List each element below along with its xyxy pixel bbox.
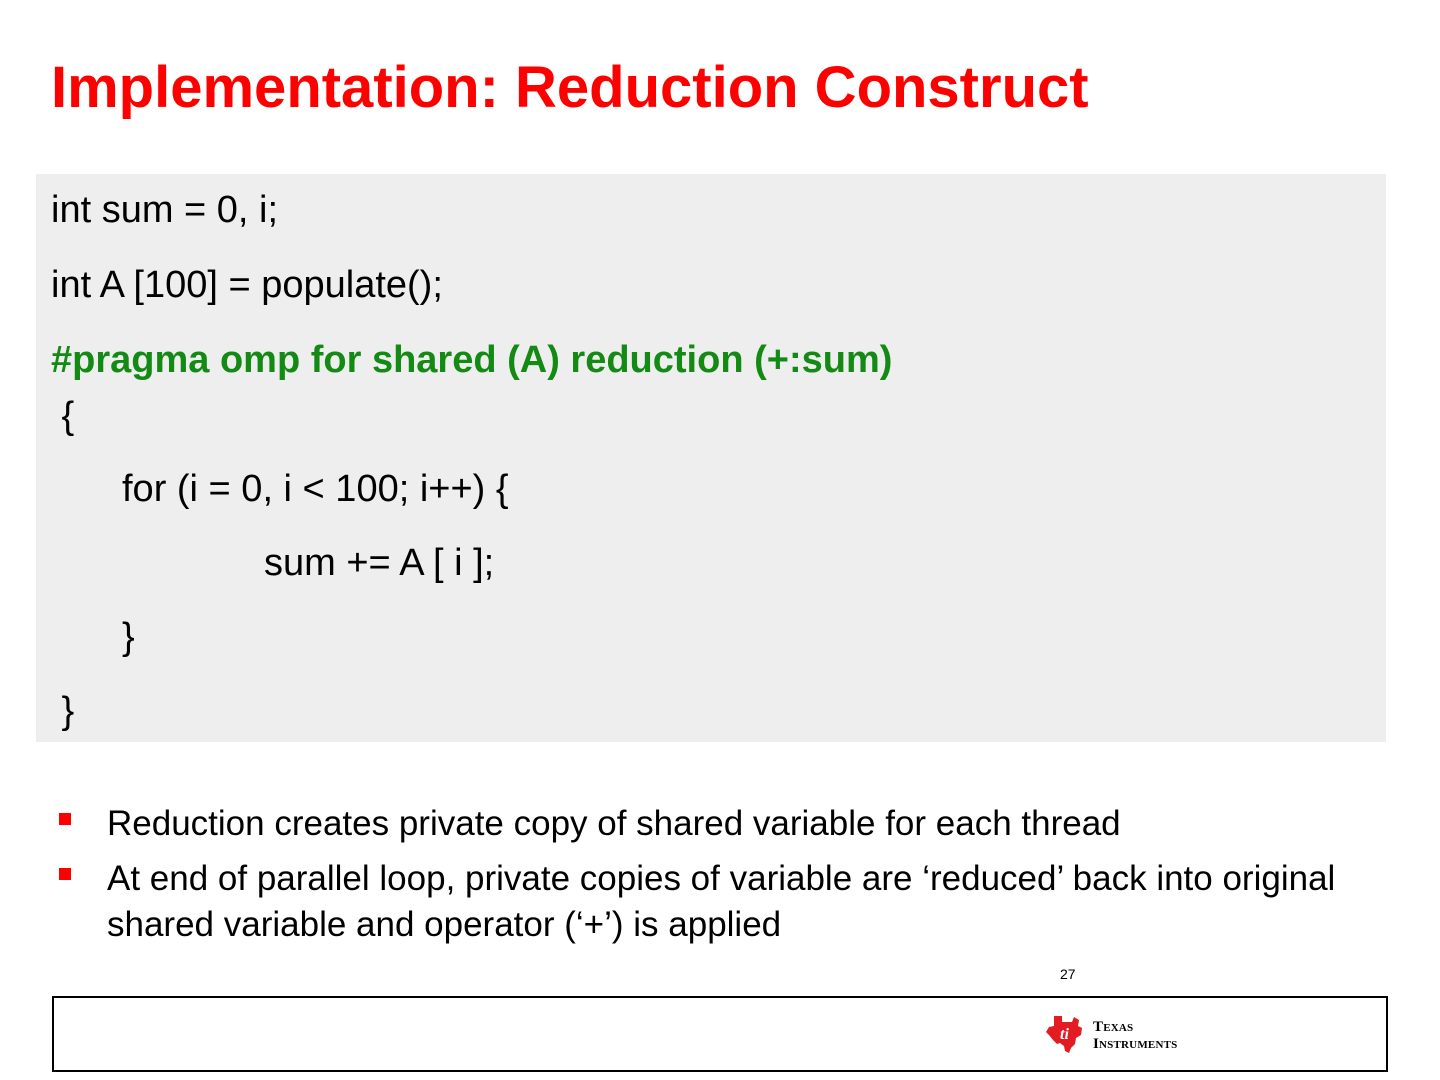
logo-line-instruments: Instruments [1093,1036,1178,1052]
texas-instruments-logo [1045,1011,1235,1059]
code-line-close-loop: } [122,616,135,658]
bullet-text: At end of parallel loop, private copies of variable are ‘reduced’ back into original shared variable and operator (‘+’) is applied [107,859,1336,944]
square-bullet-icon [59,868,71,880]
slide-title: Implementation: Reduction Construct [51,55,1089,120]
code-line-array: int A [100] = populate(); [51,264,443,306]
page-number: 27 [1060,966,1076,982]
svg-text:ti: ti [1060,1026,1069,1043]
code-line-declaration: int sum = 0, i; [51,189,279,231]
texas-instruments-logo-icon [1045,1013,1085,1055]
footer-bar [52,996,1388,1072]
texas-instruments-wordmark [1093,1019,1177,1053]
logo-line-texas: Texas [1093,1019,1134,1035]
code-block [36,174,1386,742]
bullet-text: Reduction creates private copy of shared variable for each thread [107,804,1121,843]
code-line-sum: sum += A [ i ]; [264,542,495,584]
bullet-list [56,801,1386,957]
code-line-open-brace: { [51,395,75,437]
code-line-pragma: #pragma omp for shared (A) reduction (+:sum) [51,339,893,381]
square-bullet-icon [59,813,71,825]
code-line-for-loop: for (i = 0, i < 100; i++) { [122,468,509,510]
bullet-item [56,801,1386,847]
bullet-item [56,856,1386,948]
code-line-close-brace: } [51,690,75,732]
